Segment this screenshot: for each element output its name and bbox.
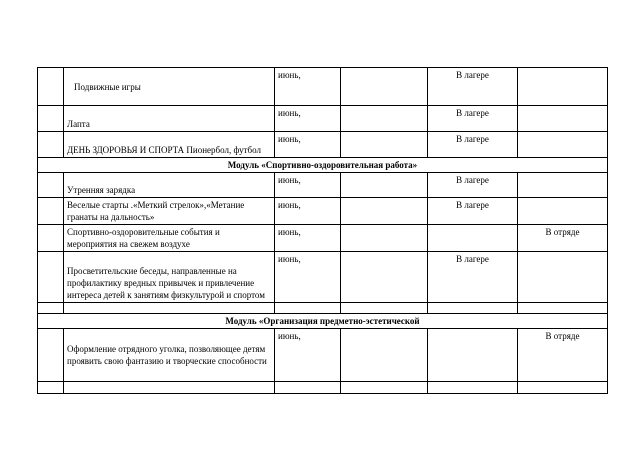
empty-cell	[341, 303, 428, 314]
empty-cell	[341, 132, 428, 158]
empty-cell	[64, 382, 275, 394]
empty-cell	[341, 382, 428, 394]
empty-cell	[341, 198, 428, 225]
date-cell: июнь,	[275, 106, 341, 132]
place-camp-cell: В лагере	[428, 132, 518, 158]
activity-text: Оформление отрядного уголка, позволяющее детям проявить свою фантазию и творческие способности	[67, 344, 267, 366]
place-squad-cell: В отряде	[518, 329, 608, 382]
number-cell	[38, 68, 64, 106]
empty-cell	[341, 225, 428, 252]
place-squad-cell: В отряде	[518, 225, 608, 252]
date-cell: июнь,	[275, 252, 341, 303]
empty-cell	[64, 303, 275, 314]
number-cell	[38, 106, 64, 132]
place-squad-cell	[518, 173, 608, 198]
number-cell	[38, 225, 64, 252]
table-row	[38, 68, 608, 106]
place-camp-cell: В лагере	[428, 198, 518, 225]
empty-cell	[341, 252, 428, 303]
activity-text: ДЕНЬ ЗДОРОВЬЯ И СПОРТА Пионербол, футбол	[67, 145, 261, 155]
number-cell	[38, 252, 64, 303]
place-squad-cell	[518, 132, 608, 158]
place-squad-cell	[518, 252, 608, 303]
date-cell: июнь,	[275, 225, 341, 252]
table-row	[38, 173, 608, 198]
date-cell: июнь,	[275, 68, 341, 106]
activity-text: Утренняя зарядка	[67, 185, 136, 195]
empty-cell	[275, 382, 341, 394]
place-squad-cell	[518, 106, 608, 132]
activity-text: Подвижные игры	[74, 81, 141, 92]
empty-cell	[428, 382, 518, 394]
module-header-row	[38, 158, 608, 173]
number-cell	[38, 173, 64, 198]
place-camp-cell: В лагере	[428, 252, 518, 303]
table-row	[38, 132, 608, 158]
empty-cell	[275, 303, 341, 314]
activity-text: Веселые старты .«Меткий стрелок»,«Метание гранаты на дальность»	[67, 200, 245, 222]
activity-text: Спортивно-оздоровительные события и мероприятия на свежем воздухе	[67, 227, 220, 249]
number-cell	[38, 132, 64, 158]
table-row	[38, 225, 608, 252]
activity-cell	[64, 106, 275, 132]
activity-text: Лапта	[67, 119, 90, 129]
module-title: Модуль «Спортивно-оздоровительная работа»	[38, 158, 608, 173]
place-squad-cell	[518, 198, 608, 225]
module-title: Модуль «Организация предметно-эстетической	[38, 314, 608, 329]
date-cell: июнь,	[275, 329, 341, 382]
activity-cell	[64, 132, 275, 158]
date-cell: июнь,	[275, 198, 341, 225]
place-squad-cell	[518, 68, 608, 106]
activity-plan-table	[37, 67, 608, 394]
place-camp-cell	[428, 225, 518, 252]
module-header-row	[38, 314, 608, 329]
date-cell: июнь,	[275, 132, 341, 158]
table-row	[38, 329, 608, 382]
activity-cell	[64, 225, 275, 252]
activity-text: Просветительские беседы, направленные на профилактику вредных привычек и привлечение интереса детей к занятиям физкультурой и спортом	[67, 266, 265, 300]
empty-row	[38, 382, 608, 394]
place-camp-cell: В лагере	[428, 106, 518, 132]
empty-cell	[341, 68, 428, 106]
empty-cell	[341, 173, 428, 198]
empty-cell	[428, 303, 518, 314]
activity-cell	[64, 198, 275, 225]
empty-row	[38, 303, 608, 314]
empty-cell	[341, 106, 428, 132]
table-row	[38, 198, 608, 225]
date-cell: июнь,	[275, 173, 341, 198]
table-row	[38, 252, 608, 303]
empty-cell	[518, 382, 608, 394]
number-cell	[38, 329, 64, 382]
activity-cell	[64, 173, 275, 198]
table-row	[38, 106, 608, 132]
number-cell	[38, 198, 64, 225]
empty-cell	[518, 303, 608, 314]
place-camp-cell: В лагере	[428, 68, 518, 106]
place-camp-cell	[428, 329, 518, 382]
activity-cell	[64, 329, 275, 382]
number-cell	[38, 382, 64, 394]
place-camp-cell: В лагере	[428, 173, 518, 198]
activity-cell	[64, 68, 275, 106]
number-cell	[38, 303, 64, 314]
empty-cell	[341, 329, 428, 382]
activity-cell	[64, 252, 275, 303]
